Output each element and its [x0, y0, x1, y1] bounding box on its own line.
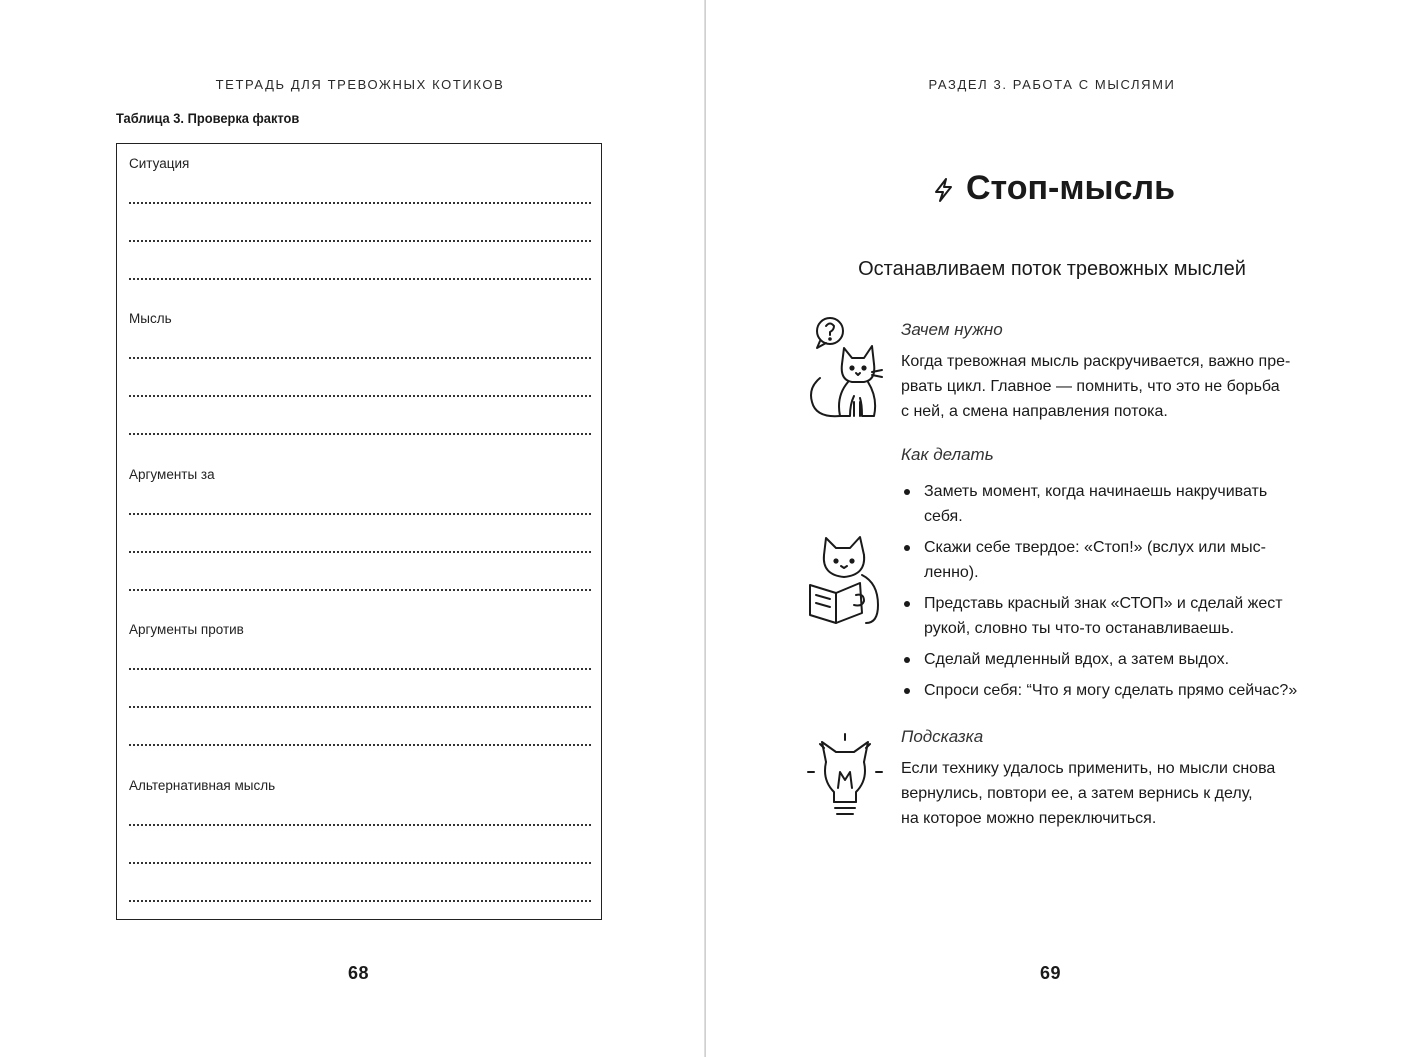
text-line: рвать цикл. Главное — помнить, что это не борьба: [901, 378, 1280, 395]
text-line: вернулись, повтори ее, а затем вернись к делу,: [901, 785, 1253, 802]
dotted-line: [129, 551, 591, 553]
text-line: Спроси себя: “Что я могу сделать прямо сейчас?»: [924, 682, 1298, 699]
steps-list: [901, 479, 1311, 709]
section-text-tip: [901, 756, 1301, 831]
list-item: [901, 647, 1311, 672]
chapter-title: [930, 166, 1175, 210]
section-text-why: [901, 349, 1301, 424]
running-head-left: ТЕТРАДЬ ДЛЯ ТРЕВОЖНЫХ КОТИКОВ: [215, 77, 505, 92]
right-page: [706, 0, 1410, 1057]
dotted-line: [129, 357, 591, 359]
dotted-line: [129, 862, 591, 864]
dotted-line: [129, 744, 591, 746]
section-label: Аргументы за: [129, 467, 215, 482]
dotted-line: [129, 240, 591, 242]
list-item: [901, 479, 1311, 529]
reading-cat-icon: [806, 535, 886, 632]
section-label: Мысль: [129, 311, 172, 326]
text-line: Если технику удалось применить, но мысли снова: [901, 760, 1276, 777]
dotted-line: [129, 824, 591, 826]
text-line: Скажи себе твердое: «Стоп!» (вслух или мыс-: [924, 539, 1266, 556]
section-heading-tip: Подсказка: [901, 727, 984, 746]
chapter-title-text: Стоп-мысль: [966, 168, 1175, 207]
page-number-right: 69: [1040, 963, 1062, 983]
dotted-line: [129, 589, 591, 591]
text-line: на которое можно переключиться.: [901, 810, 1157, 827]
thinking-cat-icon: [806, 316, 886, 425]
lightning-icon: [930, 174, 958, 202]
dotted-line: [129, 433, 591, 435]
section-heading-how: Как делать: [901, 445, 994, 464]
running-head-right: РАЗДЕЛ 3. РАБОТА С МЫСЛЯМИ: [928, 77, 1176, 92]
list-item: [901, 535, 1311, 585]
section-heading-why: Зачем нужно: [901, 320, 1003, 339]
dotted-line: [129, 202, 591, 204]
fact-check-table: [116, 143, 602, 920]
table-caption: Таблица 3. Проверка фактов: [116, 110, 300, 126]
text-line: с ней, а смена направления потока.: [901, 403, 1168, 420]
text-line: Когда тревожная мысль раскручивается, важно пре-: [901, 353, 1291, 370]
text-line: Представь красный знак «СТОП» и сделай жест: [924, 595, 1283, 612]
dotted-line: [129, 278, 591, 280]
text-line: Заметь момент, когда начинаешь накручивать: [924, 483, 1268, 500]
dotted-line: [129, 668, 591, 670]
dotted-line: [129, 395, 591, 397]
dotted-line: [129, 513, 591, 515]
text-line: ленно).: [924, 564, 979, 581]
list-item: [901, 591, 1311, 641]
dotted-line: [129, 900, 591, 902]
text-line: себя.: [924, 508, 963, 525]
chapter-subtitle: Останавливаем поток тревожных мыслей: [858, 258, 1246, 280]
list-item: [901, 678, 1311, 703]
page-number-left: 68: [348, 963, 370, 983]
section-label: Альтернативная мысль: [129, 778, 276, 793]
dotted-line: [129, 706, 591, 708]
section-label: Ситуация: [129, 156, 190, 171]
text-line: рукой, словно ты что-то останавливаешь.: [924, 620, 1235, 637]
text-line: Сделай медленный вдох, а затем выдох.: [924, 651, 1230, 668]
section-label: Аргументы против: [129, 622, 244, 637]
cat-lightbulb-icon: [804, 732, 886, 823]
